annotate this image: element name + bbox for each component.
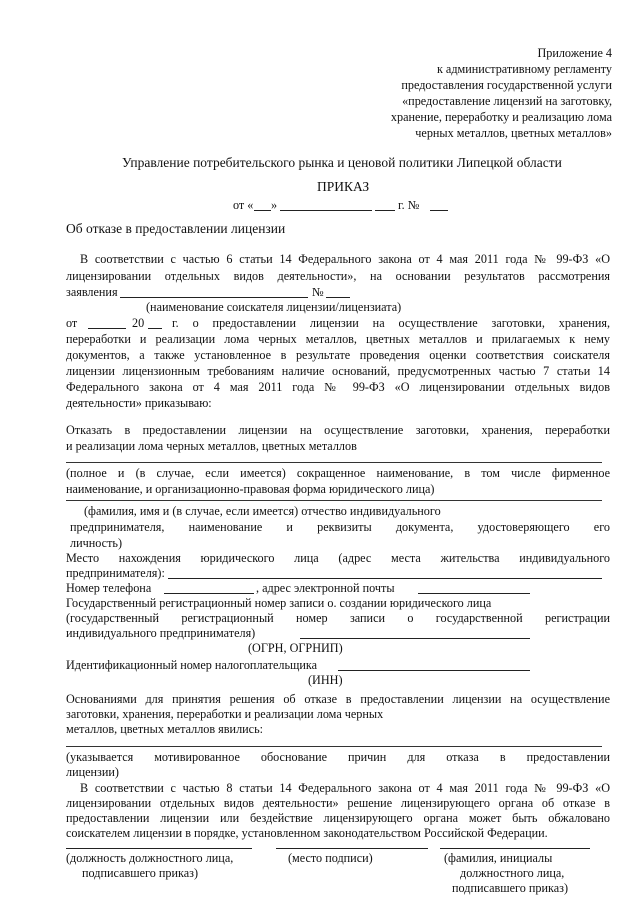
body-line: переработки и реализации лома черных металлов, цветных металлов и прилагаемых к нему	[66, 332, 610, 346]
field-note: (фамилия, имя и (в случае, если имеется) отчество индивидуального	[84, 504, 441, 518]
body-line: заявления	[66, 285, 118, 299]
field-note: (наименование соискателя лицензии/лицензиата)	[146, 300, 402, 314]
body-line: предоставлении лицензии или бездействие лицензирующего органа может быть обжаловано	[66, 811, 610, 825]
body-line: №	[312, 285, 324, 299]
email-label: , адрес электронной почты	[256, 581, 395, 595]
body-line: от	[66, 316, 78, 330]
application-blank	[120, 297, 308, 298]
order-month-blank	[280, 210, 372, 211]
order-title: ПРИКАЗ	[317, 179, 370, 194]
appendix-line-6: черных металлов, цветных металлов»	[415, 126, 612, 140]
phone-label: Номер телефона	[66, 581, 152, 595]
field-note: (указывается мотивированное обоснование причин для отказа в предоставлении	[66, 750, 610, 764]
full-name-line	[440, 848, 590, 849]
field-note: предпринимателя, наименование и реквизиты документа, удостоверяющего его	[70, 520, 610, 534]
grounds-text: Основаниями для принятия решения об отказе в предоставлении лицензии на осуществление	[66, 692, 610, 706]
body-line: Федерального закона от 4 мая 2011 года № 99-ФЗ «О лицензировании отдельных видов	[66, 380, 610, 394]
body-line: г. о предоставлении лицензии на осуществление заготовки, хранения,	[172, 316, 610, 330]
inn-label: Идентификационный номер налогоплательщика	[66, 658, 318, 672]
field-note: (ИНН)	[308, 673, 343, 687]
order-date-sep: »	[271, 198, 278, 212]
authority-name: Управление потребительского рынка и ценовой политики Липецкой области	[122, 155, 562, 170]
full-name-note: должностного лица,	[460, 866, 565, 880]
position-note: (должность должностного лица,	[66, 851, 234, 865]
field-note: личность)	[70, 536, 123, 550]
grounds-line	[66, 746, 602, 747]
body-line: лицензировании отдельных видов деятельности», на основании результатов рассмотрения	[66, 269, 610, 283]
position-note: подписавшего приказ)	[82, 866, 199, 880]
registration-label: (государственный регистрационный номер записи о государственной регистрации	[66, 611, 610, 625]
position-line	[66, 848, 252, 849]
order-year-blank	[375, 210, 395, 211]
registration-label: Государственный регистрационный номер записи о. создании юридического лица	[66, 596, 492, 610]
body-line: Отказать в предоставлении лицензии на осуществление заготовки, хранения, переработки	[66, 423, 610, 437]
body-line: В соответствии с частью 8 статьи 14 Федерального закона от 4 мая 2011 года № 99-ФЗ «О	[80, 781, 610, 795]
field-note: (ОГРН, ОГРНИП)	[248, 641, 343, 655]
body-line: соискателем лицензии в порядке, установленном законодательством Российской Федерации.	[66, 826, 548, 840]
entrepreneur-name-line	[66, 500, 602, 501]
registration-label: индивидуального предпринимателя)	[66, 626, 256, 640]
body-line: документов, а также установленное в результате проведения оценки соответствия соискателя	[66, 348, 610, 362]
grounds-text: заготовки, хранения, переработки и реализации лома черных	[66, 707, 384, 721]
appendix-line-2: к административному регламенту	[436, 62, 612, 76]
body-line: В соответствии с частью 6 статьи 14 Федерального закона от 4 мая 2011 года № 99-ФЗ «О	[80, 252, 610, 266]
year-blank	[148, 328, 162, 329]
address-label: предпринимателя):	[66, 566, 165, 580]
address-label: Место нахождения юридического лица (адрес места жительства индивидуального	[66, 551, 610, 565]
appendix-line-4: «предоставление лицензий на заготовку,	[402, 94, 612, 108]
application-number-blank	[326, 297, 350, 298]
address-line	[168, 578, 602, 579]
appendix-line-5: хранение, переработку и реализацию лома	[390, 110, 612, 124]
order-subject: Об отказе в предоставлении лицензии	[66, 221, 286, 236]
inn-line	[338, 670, 530, 671]
body-line: лицензировании отдельных видов деятельности» решение лицензирующего органа об отказе в	[66, 796, 610, 810]
body-line: деятельности» приказываю:	[66, 396, 212, 410]
order-date-suffix: г. №	[398, 198, 420, 212]
field-note: (полное и (в случае, если имеется) сокращенное наименование, в том числе фирменное	[66, 466, 610, 480]
date-blank	[88, 328, 126, 329]
field-note: лицензии)	[66, 765, 119, 779]
applicant-name-line	[66, 462, 602, 463]
appendix-line-3: предоставления государственной услуги	[401, 78, 612, 92]
field-note: наименование, и организационно-правовая форма юридического лица)	[66, 482, 435, 496]
email-line	[418, 593, 530, 594]
body-line: 20	[132, 316, 145, 330]
order-day-blank	[254, 210, 271, 211]
appendix-line-1: Приложение 4	[537, 46, 612, 60]
body-line: и реализации лома черных металлов, цветных металлов	[66, 439, 357, 453]
full-name-note: подписавшего приказ)	[452, 881, 569, 895]
grounds-text: металлов, цветных металлов явились:	[66, 722, 264, 736]
order-number-blank	[430, 210, 448, 211]
order-date-prefix: от «	[233, 198, 254, 212]
full-name-note: (фамилия, инициалы	[444, 851, 553, 865]
signature-line	[276, 848, 428, 849]
body-line: лицензии лицензионным требованиям наличие оснований, предусмотренных частью 7 статьи 14	[66, 364, 610, 378]
registration-line	[300, 638, 530, 639]
signature-place-note: (место подписи)	[288, 851, 373, 865]
phone-line	[164, 593, 254, 594]
